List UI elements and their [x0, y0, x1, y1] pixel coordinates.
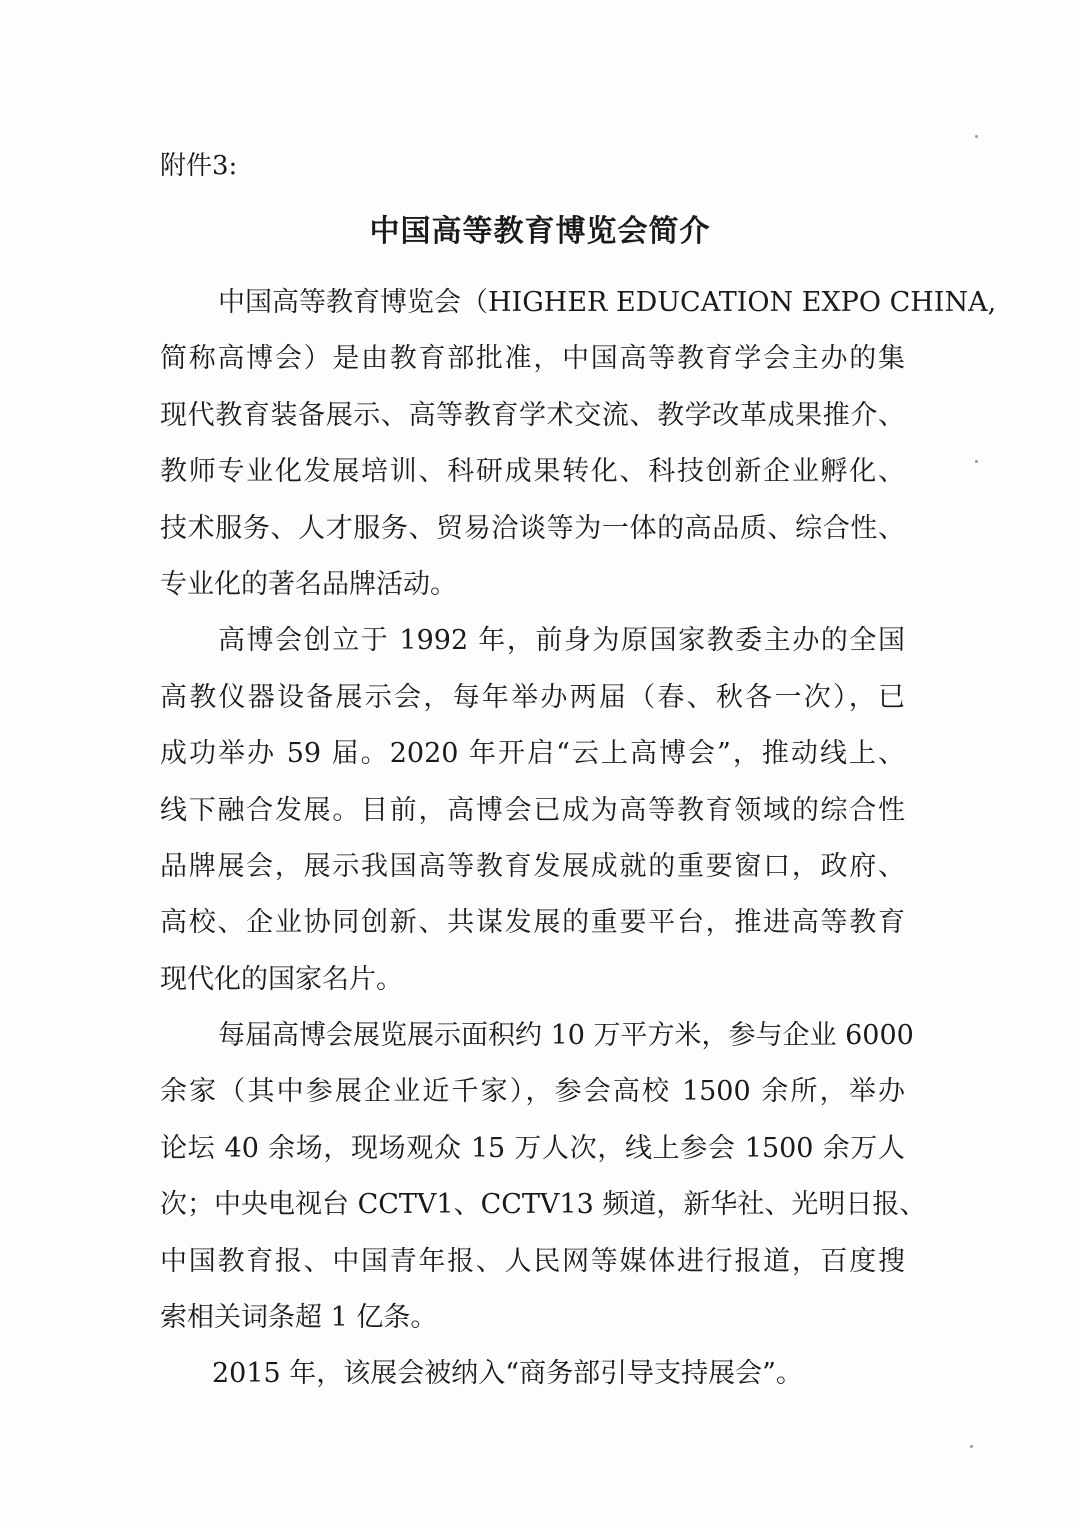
paragraph-4-line: 2015 年，该展会被纳入“商务部引导支持展会”。: [212, 1358, 803, 1390]
paragraph-2-line: 成功举办 59 届。2020 年开启“云上高博会”，推动线上、: [160, 738, 905, 770]
paragraph-1-line: 教师专业化发展培训、科研成果转化、科技创新企业孵化、: [160, 456, 905, 488]
paragraph-2-line: 高校、企业协同创新、共谋发展的重要平台，推进高等教育: [160, 907, 905, 939]
paragraph-3-line: 每届高博会展览展示面积约 10 万平方米，参与企业 6000: [218, 1020, 914, 1052]
paragraph-1-line: 专业化的著名品牌活动。: [160, 568, 457, 600]
paragraph-1-line: 技术服务、人才服务、贸易洽谈等为一体的高品质、综合性、: [160, 512, 905, 544]
scan-speck: [975, 460, 978, 463]
paragraph-3-line: 中国教育报、中国青年报、人民网等媒体进行报道，百度搜: [160, 1245, 905, 1277]
paragraph-3-line: 次；中央电视台 CCTV1、CCTV13 频道，新华社、光明日报、: [160, 1189, 927, 1221]
paragraph-1-line: 现代教育装备展示、高等教育学术交流、教学改革成果推介、: [160, 399, 905, 431]
scan-speck: [970, 1445, 973, 1448]
paragraph-2-line: 高教仪器设备展示会，每年举办两届（春、秋各一次），已: [160, 681, 905, 713]
attachment-label: 附件3:: [160, 151, 238, 181]
scan-speck: [975, 135, 978, 138]
paragraph-2-line: 高博会创立于 1992 年，前身为原国家教委主办的全国: [218, 625, 905, 657]
paragraph-2-line: 线下融合发展。目前，高博会已成为高等教育领域的综合性: [160, 794, 905, 826]
document-title: 中国高等教育博览会简介: [369, 214, 711, 249]
paragraph-3-line: 论坛 40 余场，现场观众 15 万人次，线上参会 1500 余万人: [160, 1132, 905, 1164]
document-body: [160, 282, 997, 1410]
paragraph-1-line: 简称高博会）是由教育部批准，中国高等教育学会主办的集: [160, 343, 905, 375]
paragraph-2-line: 现代化的国家名片。: [160, 963, 403, 995]
paragraph-3-line: 索相关词条超 1 亿条。: [160, 1302, 438, 1334]
paragraph-2-line: 品牌展会，展示我国高等教育发展成就的重要窗口，政府、: [160, 850, 905, 882]
paragraph-1-line: 中国高等教育博览会（HIGHER EDUCATION EXPO CHINA,: [218, 287, 997, 318]
paragraph-3-line: 余家（其中参展企业近千家），参会高校 1500 余所，举办: [160, 1076, 905, 1108]
